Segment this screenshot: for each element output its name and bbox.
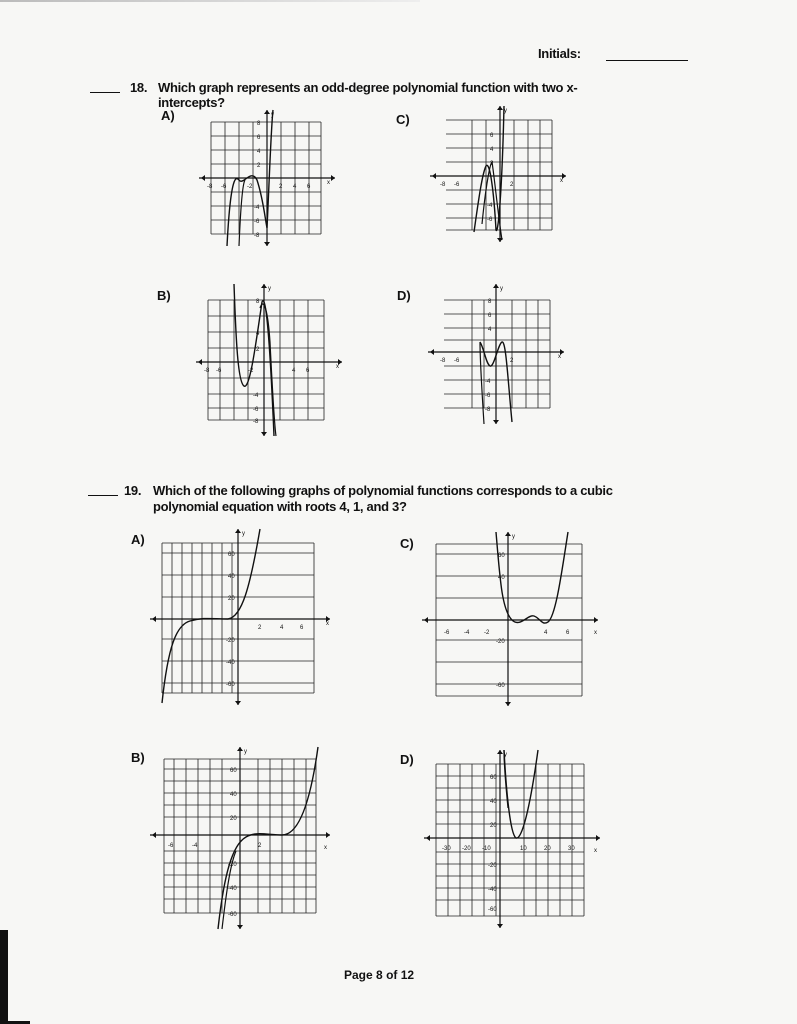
- q18-graph-b[interactable]: [196, 282, 346, 438]
- x-tick: -30: [442, 846, 451, 852]
- curve: [234, 284, 274, 436]
- y-tick: 40: [228, 574, 235, 580]
- y-tick: -20: [488, 863, 497, 869]
- x-tick: -8: [440, 182, 446, 188]
- q18-choice-a-label: A): [161, 108, 175, 123]
- curve-branch: [504, 750, 508, 808]
- x-tick: 4: [280, 625, 284, 631]
- x-tick: -6: [216, 368, 222, 374]
- x-tick: -6: [444, 630, 450, 636]
- x-axis-label: x: [336, 364, 339, 370]
- y-tick: 20: [228, 596, 235, 602]
- y-tick: 60: [490, 775, 497, 781]
- y-tick: 4: [257, 149, 261, 155]
- x-tick: -20: [462, 846, 471, 852]
- q18-choice-c-label: C): [396, 112, 410, 127]
- x-tick: 6: [566, 630, 570, 636]
- y-axis-label: y: [271, 112, 274, 118]
- y-tick: 6: [257, 135, 261, 141]
- y-tick: -60: [226, 682, 235, 688]
- x-tick: 2: [279, 184, 283, 190]
- x-tick: -8: [204, 368, 210, 374]
- q19-choice-a-label: A): [131, 532, 145, 547]
- y-tick: -4: [253, 393, 259, 399]
- y-tick: 40: [230, 792, 237, 798]
- scan-edge-shadow: [0, 930, 8, 1024]
- x-tick: 6: [300, 625, 304, 631]
- q18-question-line1: Which graph represents an odd-degree polynomial function with two x-: [158, 80, 578, 95]
- q18-choice-d-label: D): [397, 288, 411, 303]
- y-tick: 2: [257, 163, 261, 169]
- x-tick: 4: [293, 184, 297, 190]
- x-tick: 6: [306, 368, 310, 374]
- axis-arrows: [152, 529, 330, 705]
- x-tick: -10: [482, 846, 491, 852]
- y-tick: 8: [257, 121, 261, 127]
- q18-graph-a[interactable]: [199, 108, 339, 248]
- y-axis-label: y: [500, 286, 503, 292]
- y-tick: 4: [256, 331, 260, 337]
- y-axis-label: y: [244, 749, 247, 755]
- y-axis-label: y: [268, 286, 271, 292]
- x-tick: -6: [454, 182, 460, 188]
- x-tick: 6: [307, 184, 311, 190]
- q19-number: 19.: [124, 483, 142, 498]
- y-tick: 8: [256, 299, 260, 305]
- x-tick: 4: [544, 630, 548, 636]
- y-tick: 60: [230, 768, 237, 774]
- x-tick: -4: [192, 843, 198, 849]
- x-axis-label: x: [560, 178, 563, 184]
- page-current: 8: [376, 968, 383, 982]
- q19-question-line1: Which of the following graphs of polynomial functions corresponds to a cubic: [153, 483, 613, 498]
- y-tick: 6: [490, 133, 494, 139]
- curve: [218, 747, 318, 929]
- y-tick: -60: [496, 683, 505, 689]
- axis-arrows: [426, 750, 600, 928]
- y-axis-label: y: [512, 534, 515, 540]
- q19-graph-a[interactable]: [150, 527, 332, 707]
- x-tick: 2: [510, 182, 514, 188]
- x-tick: 4: [292, 368, 296, 374]
- x-axis-label: x: [558, 354, 561, 360]
- q19-graph-b[interactable]: [150, 745, 332, 931]
- y-tick: -4: [254, 205, 260, 211]
- y-axis-label: y: [242, 531, 245, 537]
- y-tick: 20: [230, 816, 237, 822]
- of-label: of: [386, 968, 398, 982]
- y-tick: 6: [488, 313, 492, 319]
- q19-choice-c-label: C): [400, 536, 414, 551]
- y-tick: -6: [253, 407, 259, 413]
- q19-answer-blank[interactable]: [88, 495, 118, 496]
- y-axis-label: y: [504, 108, 507, 114]
- x-axis-label: x: [324, 845, 327, 851]
- y-axis-label: y: [504, 752, 507, 758]
- x-axis-label: x: [594, 630, 597, 636]
- y-tick: -60: [488, 907, 497, 913]
- q19-choice-d-label: D): [400, 752, 414, 767]
- axis-arrows: [152, 747, 330, 929]
- y-tick: 60: [498, 553, 505, 559]
- y-tick: 2: [256, 347, 260, 353]
- x-tick: -8: [207, 184, 213, 190]
- q19-graph-c[interactable]: [422, 530, 600, 708]
- y-tick: -40: [488, 887, 497, 893]
- y-tick: 60: [228, 552, 235, 558]
- q18-graph-d[interactable]: [428, 282, 568, 426]
- x-axis-label: x: [594, 848, 597, 854]
- y-tick: -4: [485, 379, 491, 385]
- y-tick: -6: [485, 393, 491, 399]
- y-tick: -20: [228, 862, 237, 868]
- y-tick: -20: [496, 639, 505, 645]
- x-tick: 30: [568, 846, 575, 852]
- x-tick: 2: [258, 843, 262, 849]
- q18-number: 18.: [130, 80, 148, 95]
- y-tick: -40: [226, 660, 235, 666]
- x-tick: 10: [520, 846, 527, 852]
- y-tick: 4: [488, 327, 492, 333]
- y-tick: 4: [490, 147, 494, 153]
- page-total: 12: [400, 968, 415, 982]
- x-tick: 2: [258, 625, 262, 631]
- x-tick: -6: [168, 843, 174, 849]
- page-label: Page: [344, 968, 373, 982]
- q18-choice-b-label: B): [157, 288, 171, 303]
- page-footer: [344, 968, 414, 982]
- y-tick: -4: [487, 203, 493, 209]
- q18-graph-c[interactable]: [430, 104, 570, 244]
- grid-lines: [208, 300, 324, 420]
- y-tick: -6: [254, 219, 260, 225]
- y-tick: -20: [226, 638, 235, 644]
- x-tick: -2: [247, 184, 253, 190]
- y-tick: 40: [498, 575, 505, 581]
- x-axis-label: x: [326, 621, 329, 627]
- x-tick: -2: [484, 630, 490, 636]
- curve: [496, 532, 568, 623]
- x-tick: -6: [454, 358, 460, 364]
- q19-graph-d[interactable]: [424, 748, 602, 930]
- x-tick: -6: [221, 184, 227, 190]
- initials-label: Initials:: [538, 46, 581, 61]
- q19-question-line2: polynomial equation with roots 4, 1, and 3?: [153, 499, 407, 514]
- y-tick: -8: [254, 233, 260, 239]
- x-axis-label: x: [327, 180, 330, 186]
- x-tick: 20: [544, 846, 551, 852]
- grid-lines: [436, 764, 584, 916]
- y-tick: 40: [490, 799, 497, 805]
- y-tick: 2: [490, 161, 494, 167]
- y-tick: -60: [228, 912, 237, 918]
- curve-branch: [480, 342, 484, 424]
- x-tick: -2: [248, 368, 254, 374]
- y-tick: 8: [488, 299, 492, 305]
- y-tick: -6: [487, 217, 493, 223]
- curve: [504, 750, 538, 838]
- curve-branch: [482, 162, 502, 240]
- initials-blank[interactable]: [606, 60, 688, 61]
- x-tick: 2: [510, 358, 514, 364]
- y-tick: -8: [253, 419, 259, 425]
- scan-top-mark: [0, 0, 420, 2]
- q18-question-line2: intercepts?: [158, 95, 225, 110]
- x-tick: -4: [464, 630, 470, 636]
- q18-answer-blank[interactable]: [90, 92, 120, 93]
- curve: [162, 529, 260, 703]
- y-tick: -8: [485, 407, 491, 413]
- curve-branch: [239, 180, 245, 246]
- y-tick: 20: [490, 823, 497, 829]
- x-tick: -8: [440, 358, 446, 364]
- y-tick: -40: [228, 886, 237, 892]
- q19-choice-b-label: B): [131, 750, 145, 765]
